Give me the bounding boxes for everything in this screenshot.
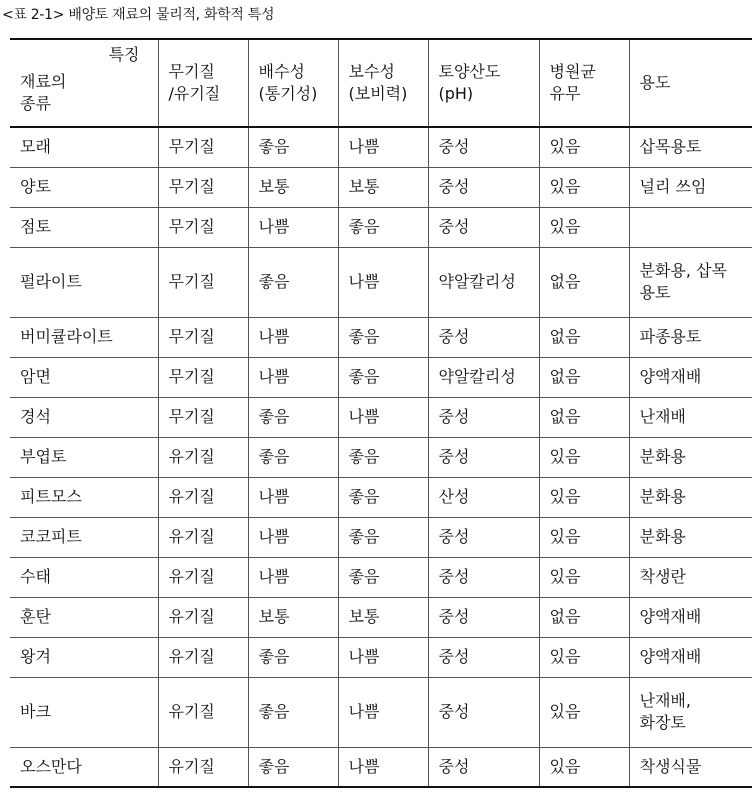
use-cell (629, 477, 752, 517)
use-cell (629, 167, 752, 207)
use-line: 삽목용토 (639, 137, 702, 157)
header-feature-label: 특징 (108, 45, 140, 64)
pathogen-cell: 있음 (539, 167, 629, 207)
pathogen-cell: 없음 (539, 317, 629, 357)
material-name-cell: 경석 (10, 397, 158, 437)
use-line: 화장토 (639, 713, 686, 732)
use-cell (629, 517, 752, 557)
drainage-cell: 좋음 (248, 677, 338, 747)
use-line: 용토 (639, 283, 671, 302)
table-row (10, 677, 752, 747)
pathogen-cell: 없음 (539, 397, 629, 437)
drainage-cell: 나쁨 (248, 317, 338, 357)
header-use: 용도 (629, 39, 752, 127)
pathogen-cell: 있음 (539, 747, 629, 787)
pathogen-cell: 있음 (539, 207, 629, 247)
use-line: 양액재배 (639, 607, 702, 626)
ph-value-cell: 중성 (428, 597, 539, 637)
material-type-cell: 유기질 (158, 557, 248, 597)
use-cell (629, 127, 752, 167)
material-name-cell: 오스만다 (10, 747, 158, 787)
pathogen-cell: 있음 (539, 677, 629, 747)
use-cell (629, 747, 752, 787)
retention-cell: 나쁨 (338, 397, 428, 437)
retention-cell: 보통 (338, 597, 428, 637)
table-body (10, 127, 752, 787)
use-line: 분화용 (639, 447, 686, 466)
pathogen-cell: 있음 (539, 127, 629, 167)
material-name-cell: 양토 (10, 167, 158, 207)
retention-cell: 좋음 (338, 557, 428, 597)
use-cell (629, 677, 752, 747)
material-name-cell: 점토 (10, 207, 158, 247)
ph-value-cell: 중성 (428, 397, 539, 437)
pathogen-cell: 있음 (539, 477, 629, 517)
header-ph: 토양산도 (pH) (428, 39, 539, 127)
material-type-cell: 유기질 (158, 747, 248, 787)
table-row (10, 637, 752, 677)
ph-value-cell: 약알칼리성 (428, 247, 539, 317)
material-type-cell: 유기질 (158, 477, 248, 517)
material-name-cell: 피트모스 (10, 477, 158, 517)
use-line: 널리 쓰임 (639, 177, 707, 196)
ph-value-cell: 산성 (428, 477, 539, 517)
pathogen-cell: 있음 (539, 637, 629, 677)
drainage-cell: 보통 (248, 597, 338, 637)
ph-value-cell: 중성 (428, 517, 539, 557)
material-name-cell: 부엽토 (10, 437, 158, 477)
header-material-label: 재료의 (20, 72, 67, 91)
table-row (10, 747, 752, 787)
use-line: 양액재배 (639, 367, 702, 386)
pathogen-cell: 있음 (539, 437, 629, 477)
drainage-cell: 나쁨 (248, 477, 338, 517)
material-type-cell: 무기질 (158, 207, 248, 247)
table-row (10, 247, 752, 317)
ph-value-cell: 중성 (428, 437, 539, 477)
drainage-cell: 나쁨 (248, 517, 338, 557)
use-line: 분화용, 삽목 (639, 261, 727, 280)
material-type-cell: 무기질 (158, 167, 248, 207)
material-name-cell: 훈탄 (10, 597, 158, 637)
use-line: 난재배 (639, 407, 686, 426)
pathogen-cell: 없음 (539, 247, 629, 317)
retention-cell: 나쁨 (338, 247, 428, 317)
corner-header-cell (10, 39, 158, 127)
table-row (10, 477, 752, 517)
material-type-cell: 무기질 (158, 317, 248, 357)
header-type: 무기질 /유기질 (158, 39, 248, 127)
retention-cell: 좋음 (338, 317, 428, 357)
pathogen-cell: 있음 (539, 557, 629, 597)
ph-value-cell: 중성 (428, 167, 539, 207)
material-name-cell: 모래 (10, 127, 158, 167)
header-drainage: 배수성 (통기성) (248, 39, 338, 127)
use-line: 분화용 (639, 527, 686, 546)
drainage-cell: 나쁨 (248, 357, 338, 397)
drainage-cell: 좋음 (248, 397, 338, 437)
table-row (10, 517, 752, 557)
material-name-cell: 코코피트 (10, 517, 158, 557)
ph-value-cell: 중성 (428, 207, 539, 247)
use-cell (629, 247, 752, 317)
table-row (10, 557, 752, 597)
ph-value-cell: 중성 (428, 557, 539, 597)
material-type-cell: 유기질 (158, 597, 248, 637)
material-name-cell: 버미큘라이트 (10, 317, 158, 357)
drainage-cell: 보통 (248, 167, 338, 207)
drainage-cell: 나쁨 (248, 557, 338, 597)
material-type-cell: 유기질 (158, 677, 248, 747)
use-cell (629, 437, 752, 477)
drainage-cell: 좋음 (248, 437, 338, 477)
pathogen-cell: 없음 (539, 357, 629, 397)
retention-cell: 좋음 (338, 357, 428, 397)
header-retention: 보수성 (보비력) (338, 39, 428, 127)
material-name-cell: 왕겨 (10, 637, 158, 677)
material-type-cell: 무기질 (158, 397, 248, 437)
pathogen-cell: 없음 (539, 597, 629, 637)
use-cell (629, 557, 752, 597)
use-cell (629, 357, 752, 397)
table-row (10, 317, 752, 357)
drainage-cell: 좋음 (248, 127, 338, 167)
ph-value-cell: 중성 (428, 677, 539, 747)
use-cell (629, 207, 752, 247)
retention-cell: 좋음 (338, 517, 428, 557)
retention-cell: 나쁨 (338, 677, 428, 747)
table-row (10, 357, 752, 397)
use-line: 착생식물 (639, 756, 702, 776)
retention-cell: 나쁨 (338, 747, 428, 787)
ph-value-cell: 중성 (428, 317, 539, 357)
material-type-cell: 유기질 (158, 517, 248, 557)
material-type-cell: 유기질 (158, 637, 248, 677)
use-line: 분화용 (639, 487, 686, 506)
ph-value-cell: 중성 (428, 637, 539, 677)
material-type-cell: 무기질 (158, 127, 248, 167)
table-row (10, 127, 752, 167)
drainage-cell: 좋음 (248, 747, 338, 787)
table-row (10, 597, 752, 637)
use-line: 양액재배 (639, 647, 702, 666)
use-cell (629, 637, 752, 677)
retention-cell: 좋음 (338, 207, 428, 247)
soil-properties-table (10, 38, 752, 788)
use-cell (629, 317, 752, 357)
material-type-cell: 유기질 (158, 437, 248, 477)
drainage-cell: 좋음 (248, 247, 338, 317)
header-pathogen: 병원균 유무 (539, 39, 629, 127)
retention-cell: 나쁨 (338, 637, 428, 677)
pathogen-cell: 있음 (539, 517, 629, 557)
table-row (10, 437, 752, 477)
material-name-cell: 암면 (10, 357, 158, 397)
drainage-cell: 나쁨 (248, 207, 338, 247)
header-row (10, 39, 752, 127)
ph-value-cell: 중성 (428, 747, 539, 787)
retention-cell: 보통 (338, 167, 428, 207)
table-row (10, 207, 752, 247)
retention-cell: 나쁨 (338, 127, 428, 167)
retention-cell: 좋음 (338, 437, 428, 477)
material-type-cell: 무기질 (158, 357, 248, 397)
table-row (10, 167, 752, 207)
material-name-cell: 수태 (10, 557, 158, 597)
material-name-cell: 바크 (10, 677, 158, 747)
drainage-cell: 좋음 (248, 637, 338, 677)
retention-cell: 좋음 (338, 477, 428, 517)
use-cell (629, 597, 752, 637)
ph-value-cell: 중성 (428, 127, 539, 167)
table-row (10, 397, 752, 437)
material-type-cell: 무기질 (158, 247, 248, 317)
table-caption: <표 2-1> 배양토 재료의 물리적, 화학적 특성 (2, 7, 275, 23)
use-cell (629, 397, 752, 437)
use-line: 파종용토 (639, 327, 702, 346)
material-name-cell: 펄라이트 (10, 247, 158, 317)
ph-value-cell: 약알칼리성 (428, 357, 539, 397)
use-line: 착생란 (639, 567, 686, 586)
use-line: 난재배, (639, 691, 691, 710)
header-kind-label: 종류 (20, 94, 51, 113)
